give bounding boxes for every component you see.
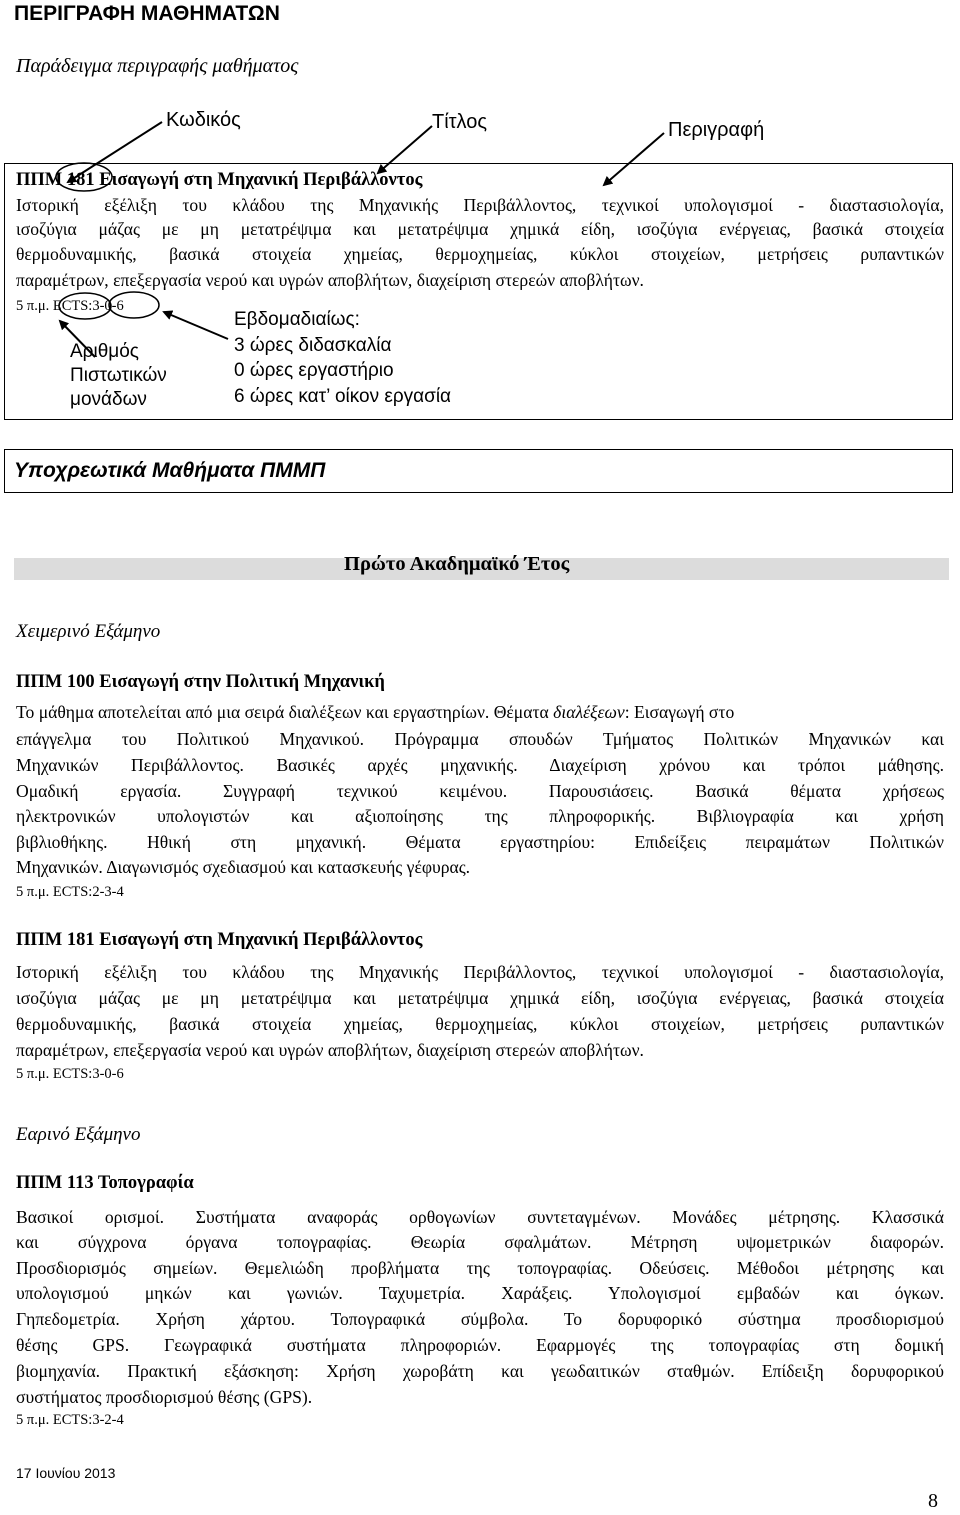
example-course-name: Εισαγωγή στη Μηχανική Περιβάλλοντος: [99, 170, 423, 190]
weekly-line: 6 ώρες κατ’ οίκον εργασία: [234, 385, 452, 407]
course-line: Βασικοί ορισμοί. Συστήματα αναφοράς ορθογωνίων συντεταγμένων. Μονάδες μέτρησης. Κλασσικά: [16, 1207, 944, 1227]
course-ects: 5 π.μ. ECTS:3-2-4: [16, 1412, 124, 1428]
page-heading: ΠΕΡΙΓΡΑΦΗ ΜΑΘΗΜΑΤΩΝ: [14, 2, 280, 25]
weekly-line: 0 ώρες εργαστήριο: [234, 360, 394, 381]
example-ects-prefix: 5 π.μ.: [16, 298, 50, 314]
example-desc-line: θερμοδυναμικής, βασικά στοιχεία χημείας, θερμοχημείας, κύκλοι στοιχείων, μετρήσεις ρυπαντικών: [16, 244, 944, 264]
credits-line: μονάδων: [70, 389, 147, 410]
course-title-ppm181: ΠΠΜ 181 Εισαγωγή στη Μηχανική Περιβάλλοντος: [16, 930, 423, 950]
example-desc-line: Ιστορική εξέλιξη του κλάδου της Μηχανικής Περιβάλλοντος, τεχνικοί υπολογισμοί - διαστασιολογία,: [16, 195, 944, 215]
section-title: Υποχρεωτικά Μαθήματα ΠΜΜΠ: [14, 459, 326, 482]
course-line: Μηχανικών. Διαγωνισμός σχεδιασμού και κατασκευής γέφυρας.: [16, 857, 471, 877]
example-course-code: ΠΠΜ 181: [16, 170, 95, 190]
course-line: επάγγελμα του Πολιτικού Μηχανικού. Πρόγραμμα σπουδών Τμήματος Πολιτικών Μηχανικών και: [16, 729, 944, 749]
course-line: συστήματος προσδιορισμού θέσης (GPS).: [16, 1387, 313, 1407]
course-line: και σύγχρονα όργανα τοπογραφίας. Θεωρία σφαλμάτων. Μέτρηση υψομετρικών διαφορών.: [16, 1232, 944, 1252]
course-line: Ιστορική εξέλιξη του κλάδου της Μηχανικής Περιβάλλοντος, τεχνικοί υπολογισμοί - διαστασιολογία,: [16, 962, 944, 982]
description-arrow: [604, 133, 664, 185]
course-line: παραμέτρων, επεξεργασία νερού και υγρών αποβλήτων, διαχείριση στερεών αποβλήτων.: [16, 1040, 644, 1060]
credits-arrow: [60, 321, 95, 357]
course-line: Γηπεδομετρία. Χρήση χάρτου. Τοπογραφικά σύμβολα. Το δορυφορικό σύστημα προσδιορισμού: [16, 1309, 944, 1329]
course-line: βιβλιοθήκης. Ηθική στη μηχανική. Θέματα εργαστηρίου: Επιδείξεις πειραμάτων Πολιτικών: [16, 832, 944, 852]
spring-semester-label: Εαρινό Εξάμηνο: [16, 1124, 141, 1145]
ects-circle: [109, 292, 159, 318]
course-line: Ομαδική εργασία. Συγγραφή τεχνικού κειμένου. Παρουσιάσεις. Βασικά θέματα χρήσεως: [16, 781, 944, 801]
course-ects: 5 π.μ. ECTS:2-3-4: [16, 884, 124, 900]
label-code: Κωδικός: [166, 109, 241, 131]
label-description: Περιγραφή: [668, 119, 765, 141]
code-circle: [56, 163, 112, 191]
page-number: 8: [928, 1490, 938, 1512]
footer-date: 17 Ιουνίου 2013: [16, 1465, 116, 1481]
example-desc-line: παραμέτρων, επεξεργασία νερού και υγρών αποβλήτων, διαχείριση στερεών αποβλήτων.: [16, 270, 644, 290]
course-ects: 5 π.μ. ECTS:3-0-6: [16, 1066, 124, 1082]
year-title: Πρώτο Ακαδημαϊκό Έτος: [344, 553, 570, 575]
weekly-line: 3 ώρες διδασκαλία: [234, 334, 392, 356]
course-text: Το μάθημα αποτελείται από μια σειρά διαλέξεων και εργαστηρίων. Θέματα: [16, 702, 554, 722]
code-arrow: [68, 122, 162, 182]
example-ects-value: ECTS:3-0-6: [52, 298, 124, 314]
course-text: : Εισαγωγή στο: [624, 702, 735, 722]
course-line: ισοζύγια μάζας με μη μετατρέψιμα και μετατρέψιμα χημικά είδη, ισοζύγια ενέργειας, βασικά στοιχεία: [16, 988, 944, 1008]
course-line: ηλεκτρονικών υπολογιστών και αξιοποίησης της πληροφορικής. Βιβλιογραφία και χρήση: [16, 806, 944, 826]
course-line: [16, 702, 944, 723]
course-title-ppm100: ΠΠΜ 100 Εισαγωγή στην Πολιτική Μηχανική: [16, 672, 385, 692]
page-subtitle: Παράδειγμα περιγραφής μαθήματος: [16, 55, 299, 77]
course-line: θερμοδυναμικής, βασικά στοιχεία χημείας, θερμοχημείας, κύκλοι στοιχείων, μετρήσεις ρυπαντικών: [16, 1014, 944, 1034]
course-line: βιομηχανία. Πρακτική εξάσκηση: Χρήση χωροβάτη και γεωδαιτικών σταθμών. Επίδειξη δορυφορικού: [16, 1361, 944, 1381]
course-line: θέσης GPS. Γεωγραφικά συστήματα πληροφοριών. Εφαρμογές της τοπογραφίας στη δομική: [16, 1335, 944, 1355]
example-desc-line: ισοζύγια μάζας με μη μετατρέψιμα και μετατρέψιμα χημικά είδη, ισοζύγια ενέργειας, βασικά στοιχεία: [16, 219, 944, 239]
course-line: Προσδιορισμός σημείων. Θεμελιώδη προβλήματα της τοπογραφίας. Οδεύσεις. Μέθοδοι μέτρησης και: [16, 1258, 944, 1278]
title-arrow: [378, 126, 432, 173]
course-line: υπολογισμού μηκών και γωνιών. Ταχυμετρία. Χαράξεις. Υπολογισμοί εμβαδών και όγκων.: [16, 1283, 944, 1303]
annotation-layer: [0, 0, 960, 440]
credits-line: Αριθμός: [70, 341, 139, 362]
course-line-text: [16, 702, 734, 723]
weekly-arrow: [164, 312, 228, 339]
course-text-emphasis: διαλέξεων: [553, 702, 625, 722]
weekly-heading: Εβδομαδιαίως:: [234, 309, 360, 330]
credits-circle: [59, 293, 111, 319]
course-line: Μηχανικών Περιβάλλοντος. Βασικές αρχές μηχανικής. Διαχείριση χρόνου και τρόποι μάθησης.: [16, 755, 944, 775]
credits-line: Πιστωτικών: [70, 365, 167, 386]
winter-semester-label: Χειμερινό Εξάμηνο: [16, 621, 161, 642]
course-title-ppm113: ΠΠΜ 113 Τοπογραφία: [16, 1173, 194, 1193]
label-title: Τίτλος: [432, 111, 488, 133]
